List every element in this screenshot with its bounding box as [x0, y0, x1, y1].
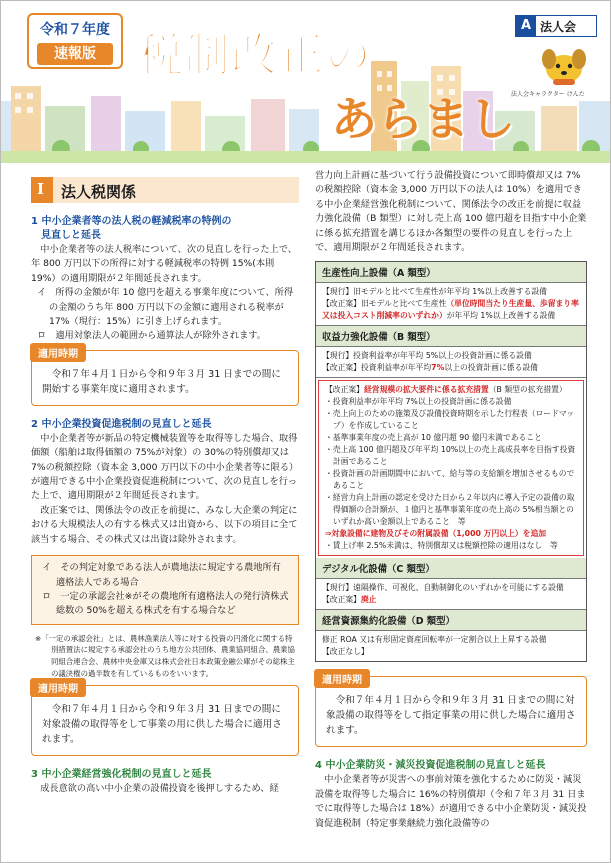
text-red: （単位時間当たり生産量、歩留まり率又は投入コスト削減率のいずれか）: [322, 299, 579, 321]
type-b-revision: [322, 362, 580, 374]
expansion-red-note: ⇒対象設備に建物及びその附属設備（1,000 万円以上）を追加: [325, 529, 547, 539]
tekiyo-label: 適用時期: [30, 343, 86, 362]
type-c-head: デジタル化設備（C 類型）: [316, 558, 586, 579]
heading-1: [31, 215, 299, 243]
type-b-head: 収益力強化設備（B 類型）: [316, 326, 586, 347]
type-a-current: 【現行】旧モデルと比べて生産性が年平均 1%以上改善する設備: [322, 287, 547, 297]
condition-item: ロ 一定の承認会社※がその農地所有適格法人の発行済株式総数の 50%を超える株式を有する場合など: [42, 590, 289, 617]
text: 【改正案】旧モデルと比べて生産性: [322, 299, 447, 309]
text-red: 廃止: [360, 595, 377, 605]
section-number: Ⅰ: [37, 180, 45, 198]
tekiyo-box-3: [315, 676, 587, 747]
text: 以上の投資計画に係る設備: [444, 363, 538, 373]
left-column: [31, 169, 299, 797]
expansion-box: [318, 380, 584, 556]
type-d-head: 経営資源集約化設備（D 類型）: [316, 610, 586, 631]
expansion-item: ・投資利益率が年平均 7%以上の投資計画に係る設備: [325, 397, 512, 407]
title-line1: 税制改正の: [137, 28, 372, 82]
paragraph-3: 成長意欲の高い中小企業の設備投資を後押しするため、経: [40, 783, 279, 795]
text-red: 7%: [431, 363, 445, 373]
text: が年平均 1%以上改善する設備: [446, 311, 556, 321]
paragraph-2b: 改正案では、関係法令の改正を前提に、みなし大企業の判定における大規模法人の有する株式又は出資から、以下の項目に全て該当する場合、その株式又は出資は除外されます。: [31, 504, 298, 545]
expansion-head: [325, 384, 577, 396]
text: （B 類型の拡充措置）: [488, 385, 567, 395]
expansion-item: ・売上向上のための施策及び設備投資時期を示した行程表（ロードマップ）を作成していること: [325, 409, 575, 431]
header-banner: [1, 1, 611, 166]
type-d-current: 修正 ROA 又は有形固定資産回転率が一定割合以上上昇する設備: [322, 635, 547, 645]
heading-1-line2: 見直しと延長: [41, 230, 101, 241]
year-badge: [27, 13, 123, 69]
right-column: [315, 169, 587, 831]
condition-item: イ その判定対象である法人が農地法に規定する農地所有適格法人である場合: [42, 562, 281, 588]
expansion-item: ・売上高 100 億円超及び年平均 10%以上の売上高成長率を目指す投資計画であること: [325, 445, 576, 467]
expansion-item: ・基準事業年度の売上高が 10 億円超 90 億円未満であること: [325, 433, 542, 443]
ground-strip: [1, 151, 611, 163]
houjinkai-logo: [515, 15, 597, 37]
section-title: 法人税関係: [61, 183, 137, 201]
text: 【改正案】投資利益率が年平均: [322, 363, 432, 373]
text: 【改正案】: [322, 595, 361, 605]
logo-text: 法人会: [540, 19, 577, 34]
type-a-body: [316, 283, 586, 326]
mascot-caption: 法人会キャラクター けんた: [511, 91, 585, 98]
footnote: ※「一定の承認会社」とは、農林漁業法人等に対する投資の円滑化に関する特別措置法に規定する承認会社のうち地方公共団体、農業協同組合、農業協同組合連合会、農林中央金庫又は株式会社日本政策金融公庫がその総株主の議決権の過半数を有しているものをいいます。: [35, 633, 295, 678]
expansion-item: ・経営力向上計画の認定を受けた日から２年以内に導入予定の設備の取得価額の合計額が、１億円と基準事業年度の売上高の 5%相当額とのいずれか高い金額以上であること 等: [325, 493, 575, 527]
heading-3: 3 中小企業経営強化税制の見直しと延長: [31, 769, 212, 781]
tekiyo-text: 令和７年４月１日から令和９年３月 31 日までの間に開始する事業年度に適用されます。: [42, 368, 281, 395]
text-red: 経営規模の拡大要件に係る拡充措置: [363, 385, 489, 395]
text: 【改正案】: [325, 385, 364, 395]
tekiyo-label: 適用時期: [30, 678, 86, 697]
tekiyo-box-2: [31, 685, 299, 756]
edition-label: 速報版: [37, 43, 113, 65]
type-c-body: [316, 579, 586, 610]
paragraph-1: 中小企業者等の法人税率について、次の見直しを行った上で、年 800 万円以下の所得に対する軽減税率の特例 15%(本則 19%）の適用期限が２年間延長されます。: [31, 244, 297, 284]
equipment-table: [315, 261, 587, 662]
mascot-dog-icon: [537, 43, 591, 89]
type-a-head: 生産性向上設備（A 類型）: [316, 262, 586, 283]
section-heading: [31, 177, 299, 203]
paragraph-4: 中小企業者等が災害への事前対策を強化するために防災・減災設備を取得等した場合に 16%の特別償却（令和７年３月 31 日までに取得等した場合は 18%）が適用できる中小企業防災・減災投資促進税制（特定事業継続力強化設備等の: [315, 774, 587, 829]
type-d-revision: 【改正なし】: [322, 647, 369, 657]
expansion-item: ・投資計画の計画期間中において、給与等の支給額を増加させるものであること: [325, 469, 575, 491]
type-d-body: [316, 631, 586, 661]
tekiyo-text: 令和７年４月１日から令和９年３月 31 日までの間に対象設備の取得等をして指定事業の用に供した場合に適用されます。: [326, 695, 576, 737]
list-item: イ 所得の金額が年 10 億円を超える事業年度について、所得の金額のうち年 800 万円以下の金額に適用される税率が 17%（現行：15%）に引き上げられます。: [37, 287, 294, 328]
type-b-current: 【現行】投資利益率が年平均 5%以上の投資計画に係る設備: [322, 351, 532, 361]
heading-2: 2 中小企業投資促進税制の見直しと延長: [31, 418, 212, 430]
logo-mark: A: [516, 16, 536, 36]
paragraph-2: 中小企業者等が新品の特定機械装置等を取得等した場合、取得価額（船舶は取得価額の 75%が対象）の 30%の特別償却又は 7%の税額控除（資本金 3,000 万円以下の中小企業者等に限る）が適用できる中小企業投資促進税制について、次の見直しを行った上で、適用期限が２年間延長されます。: [31, 432, 299, 502]
type-c-current: 【現行】遠隔操作、可視化、自動制御化のいずれかを可能にする設備: [322, 583, 564, 593]
condition-box: [31, 555, 299, 625]
heading-4: 4 中小企業防災・減災投資促進税制の見直しと延長: [315, 760, 546, 772]
type-c-revision: [322, 594, 580, 606]
title-line2: あらまし: [331, 92, 515, 146]
heading-1-line1: 1 中小企業者等の法人税の軽減税率の特例の: [31, 216, 232, 227]
type-b-body: [316, 347, 586, 378]
list-item: ロ 適用対象法人の範囲から通算法人が除外されます。: [37, 330, 266, 342]
year-label: 令和７年度: [40, 22, 110, 38]
tekiyo-label: 適用時期: [314, 669, 370, 688]
tekiyo-text: 令和７年４月１日から令和９年３月 31 日までの間に対象設備の取得等をして事業の用に供した場合に適用されます。: [42, 704, 282, 746]
paragraph-top: 営力向上計画に基づいて行う設備投資について即時償却又は 7%の税額控除（資本金 3,000 万円以下の法人は 10%）を適用できる中小企業経営強化税制について、関係法令の改正を前提に収益力強化設備（B 類型）に対し売上高 100 億円超を目指す中小企業に係る拡充措置を講じるほか各類型の要件の見直しを行った上で、適用期限が２年間延長されます。: [315, 170, 587, 254]
type-a-revision: [322, 298, 580, 322]
expansion-item: ・賃上げ率 2.5%未満は、特別償却又は税額控除の適用はなし 等: [325, 541, 558, 551]
tekiyo-box-1: [31, 350, 299, 406]
